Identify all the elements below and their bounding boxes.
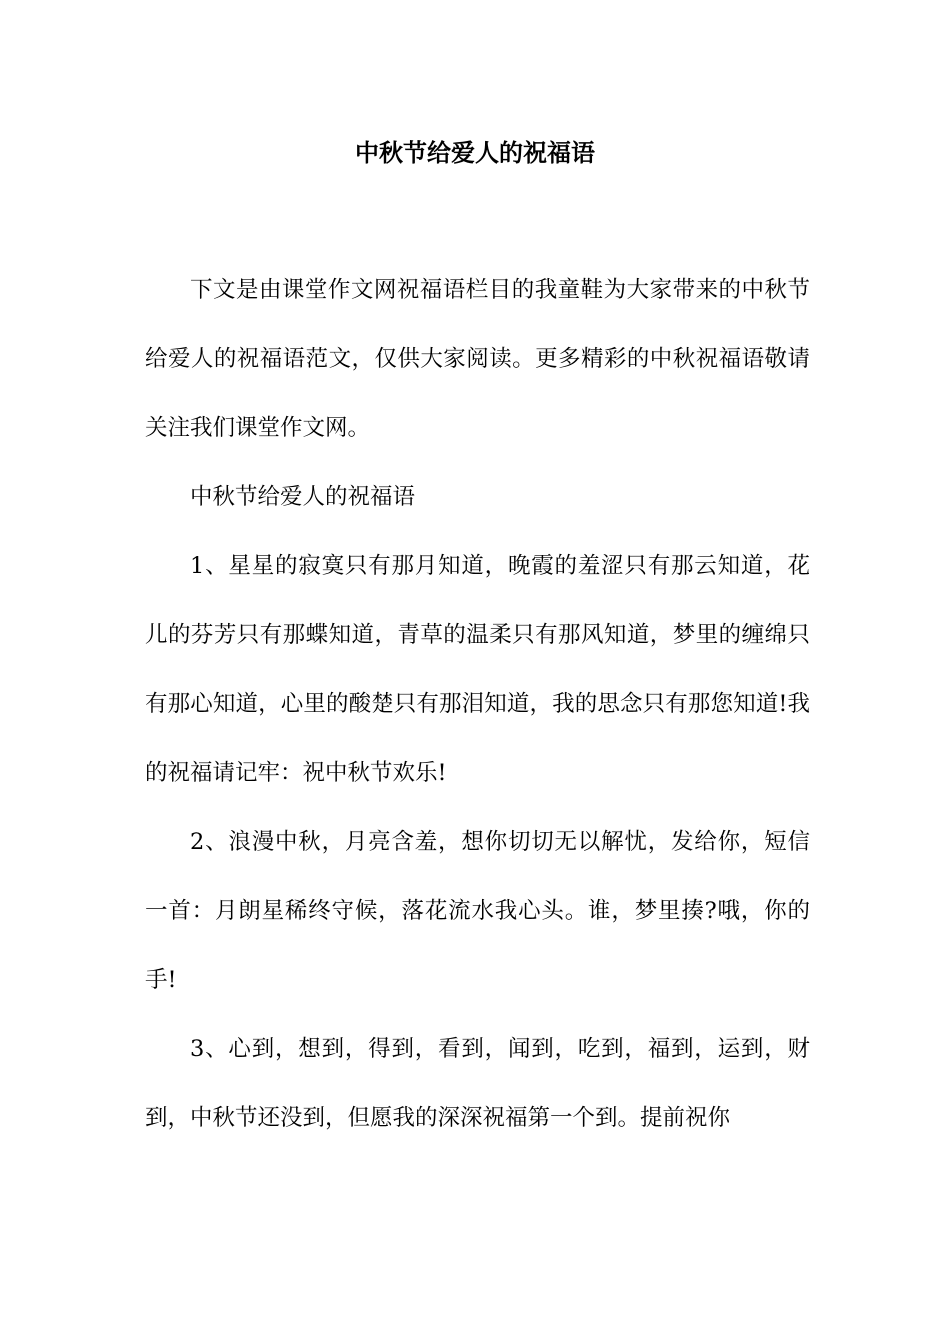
blessing-paragraph-3: 3、心到，想到，得到，看到，闻到，吃到，福到，运到，财到，中秋节还没到，但愿我的深深祝福第一个到。提前祝你: [145, 1036, 810, 1131]
blessing-paragraph-2: 2、浪漫中秋，月亮含羞，想你切切无以解忧，发给你，短信一首：月朗星稀终守候，落花流水我心头。谁，梦里揍?哦，你的手!: [145, 829, 810, 993]
section-heading: 中秋节给爱人的祝福语: [190, 484, 416, 510]
intro-paragraph: 下文是由课堂作文网祝福语栏目的我童鞋为大家带来的中秋节给爱人的祝福语范文，仅供大家阅读。更多精彩的中秋祝福语敬请关注我们课堂作文网。: [145, 277, 810, 441]
document-body: [145, 256, 810, 1153]
blessing-paragraph-1: 1、星星的寂寞只有那月知道，晚霞的羞涩只有那云知道，花儿的芬芳只有那蝶知道，青草的温柔只有那风知道，梦里的缠绵只有那心知道，心里的酸楚只有那泪知道，我的思念只有那您知道!我的祝福请记牢：祝中秋节欢乐!: [145, 553, 810, 786]
document-title: 中秋节给爱人的祝福语: [355, 138, 595, 167]
